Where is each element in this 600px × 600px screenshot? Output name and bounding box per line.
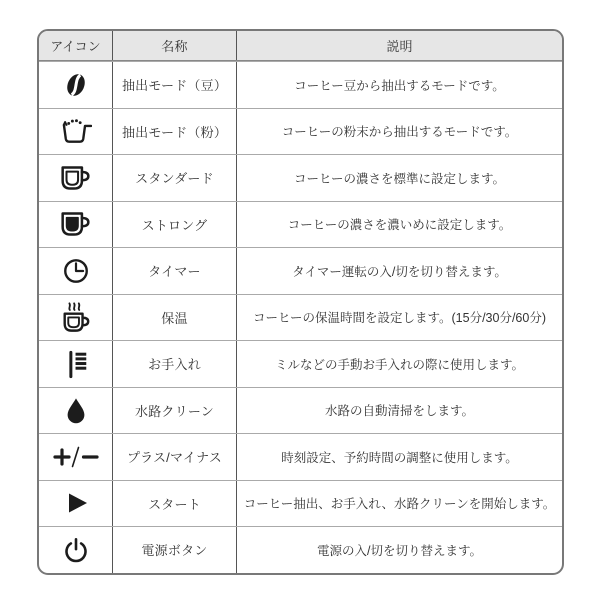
table-row (39, 61, 562, 108)
row-name: スタンダード (113, 155, 237, 201)
row-name: 抽出モード（豆） (113, 62, 237, 108)
table-row (39, 154, 562, 201)
row-description: コーヒーの濃さを濃いめに設定します。 (287, 218, 512, 233)
row-description: コーヒーの保温時間を設定します。(15分/30分/60分) (253, 311, 546, 326)
row-description: コーヒーの粉末から抽出するモードです。 (281, 125, 518, 140)
cup-standard-icon (59, 164, 92, 192)
row-description: タイマー運転の入/切を切り替えます。 (292, 264, 507, 279)
row-description: コーヒーの濃さを標準に設定します。 (293, 171, 505, 186)
keep-warm-steam-cup-icon (60, 301, 91, 333)
icon-cell (39, 341, 113, 387)
row-name: 水路クリーン (113, 388, 237, 434)
table-header-row (39, 31, 562, 61)
row-description: 時刻設定、予約時間の調整に使用します。 (281, 450, 518, 465)
icon-cell (39, 202, 113, 248)
table-row (39, 480, 562, 527)
table-row (39, 387, 562, 434)
coffee-bean-icon (62, 71, 90, 99)
icon-legend-table (37, 29, 564, 575)
cleaning-brush-icon (62, 349, 90, 379)
row-name: タイマー (113, 248, 237, 294)
table-row (39, 526, 562, 573)
icon-cell (39, 388, 113, 434)
table-row (39, 294, 562, 341)
icon-cell (39, 295, 113, 341)
row-name: 抽出モード（粉） (113, 109, 237, 155)
timer-clock-icon (62, 257, 90, 285)
icon-cell (39, 109, 113, 155)
row-name: お手入れ (113, 341, 237, 387)
power-icon (62, 536, 90, 564)
icon-cell (39, 481, 113, 527)
water-drop-icon (62, 396, 90, 424)
row-description: 水路の自動清掃をします。 (324, 404, 474, 419)
row-description: コーヒー豆から抽出するモードです。 (294, 78, 505, 93)
cup-strong-icon (59, 210, 92, 238)
icon-cell (39, 248, 113, 294)
plus-minus-icon (53, 445, 99, 469)
coffee-powder-icon (59, 117, 92, 145)
table-row (39, 247, 562, 294)
row-name: 保温 (113, 295, 237, 341)
icon-cell (39, 155, 113, 201)
row-description: コーヒー抽出、お手入れ、水路クリーンを開始します。 (243, 497, 556, 512)
row-name: プラス/マイナス (113, 434, 237, 480)
header-name-column: 名称 (113, 31, 237, 60)
table-row (39, 108, 562, 155)
row-name: 電源ボタン (113, 527, 237, 573)
row-name: ストロング (113, 202, 237, 248)
icon-cell (39, 527, 113, 573)
table-row (39, 201, 562, 248)
table-row (39, 340, 562, 387)
row-description: ミルなどの手動お手入れの際に使用します。 (274, 357, 524, 372)
row-name: スタート (113, 481, 237, 527)
header-description-column: 説明 (386, 39, 413, 54)
header-icon-column: アイコン (39, 31, 113, 60)
icon-cell (39, 62, 113, 108)
icon-cell (39, 434, 113, 480)
table-row (39, 433, 562, 480)
row-description: 電源の入/切を切り替えます。 (317, 543, 482, 558)
play-start-icon (63, 490, 89, 516)
